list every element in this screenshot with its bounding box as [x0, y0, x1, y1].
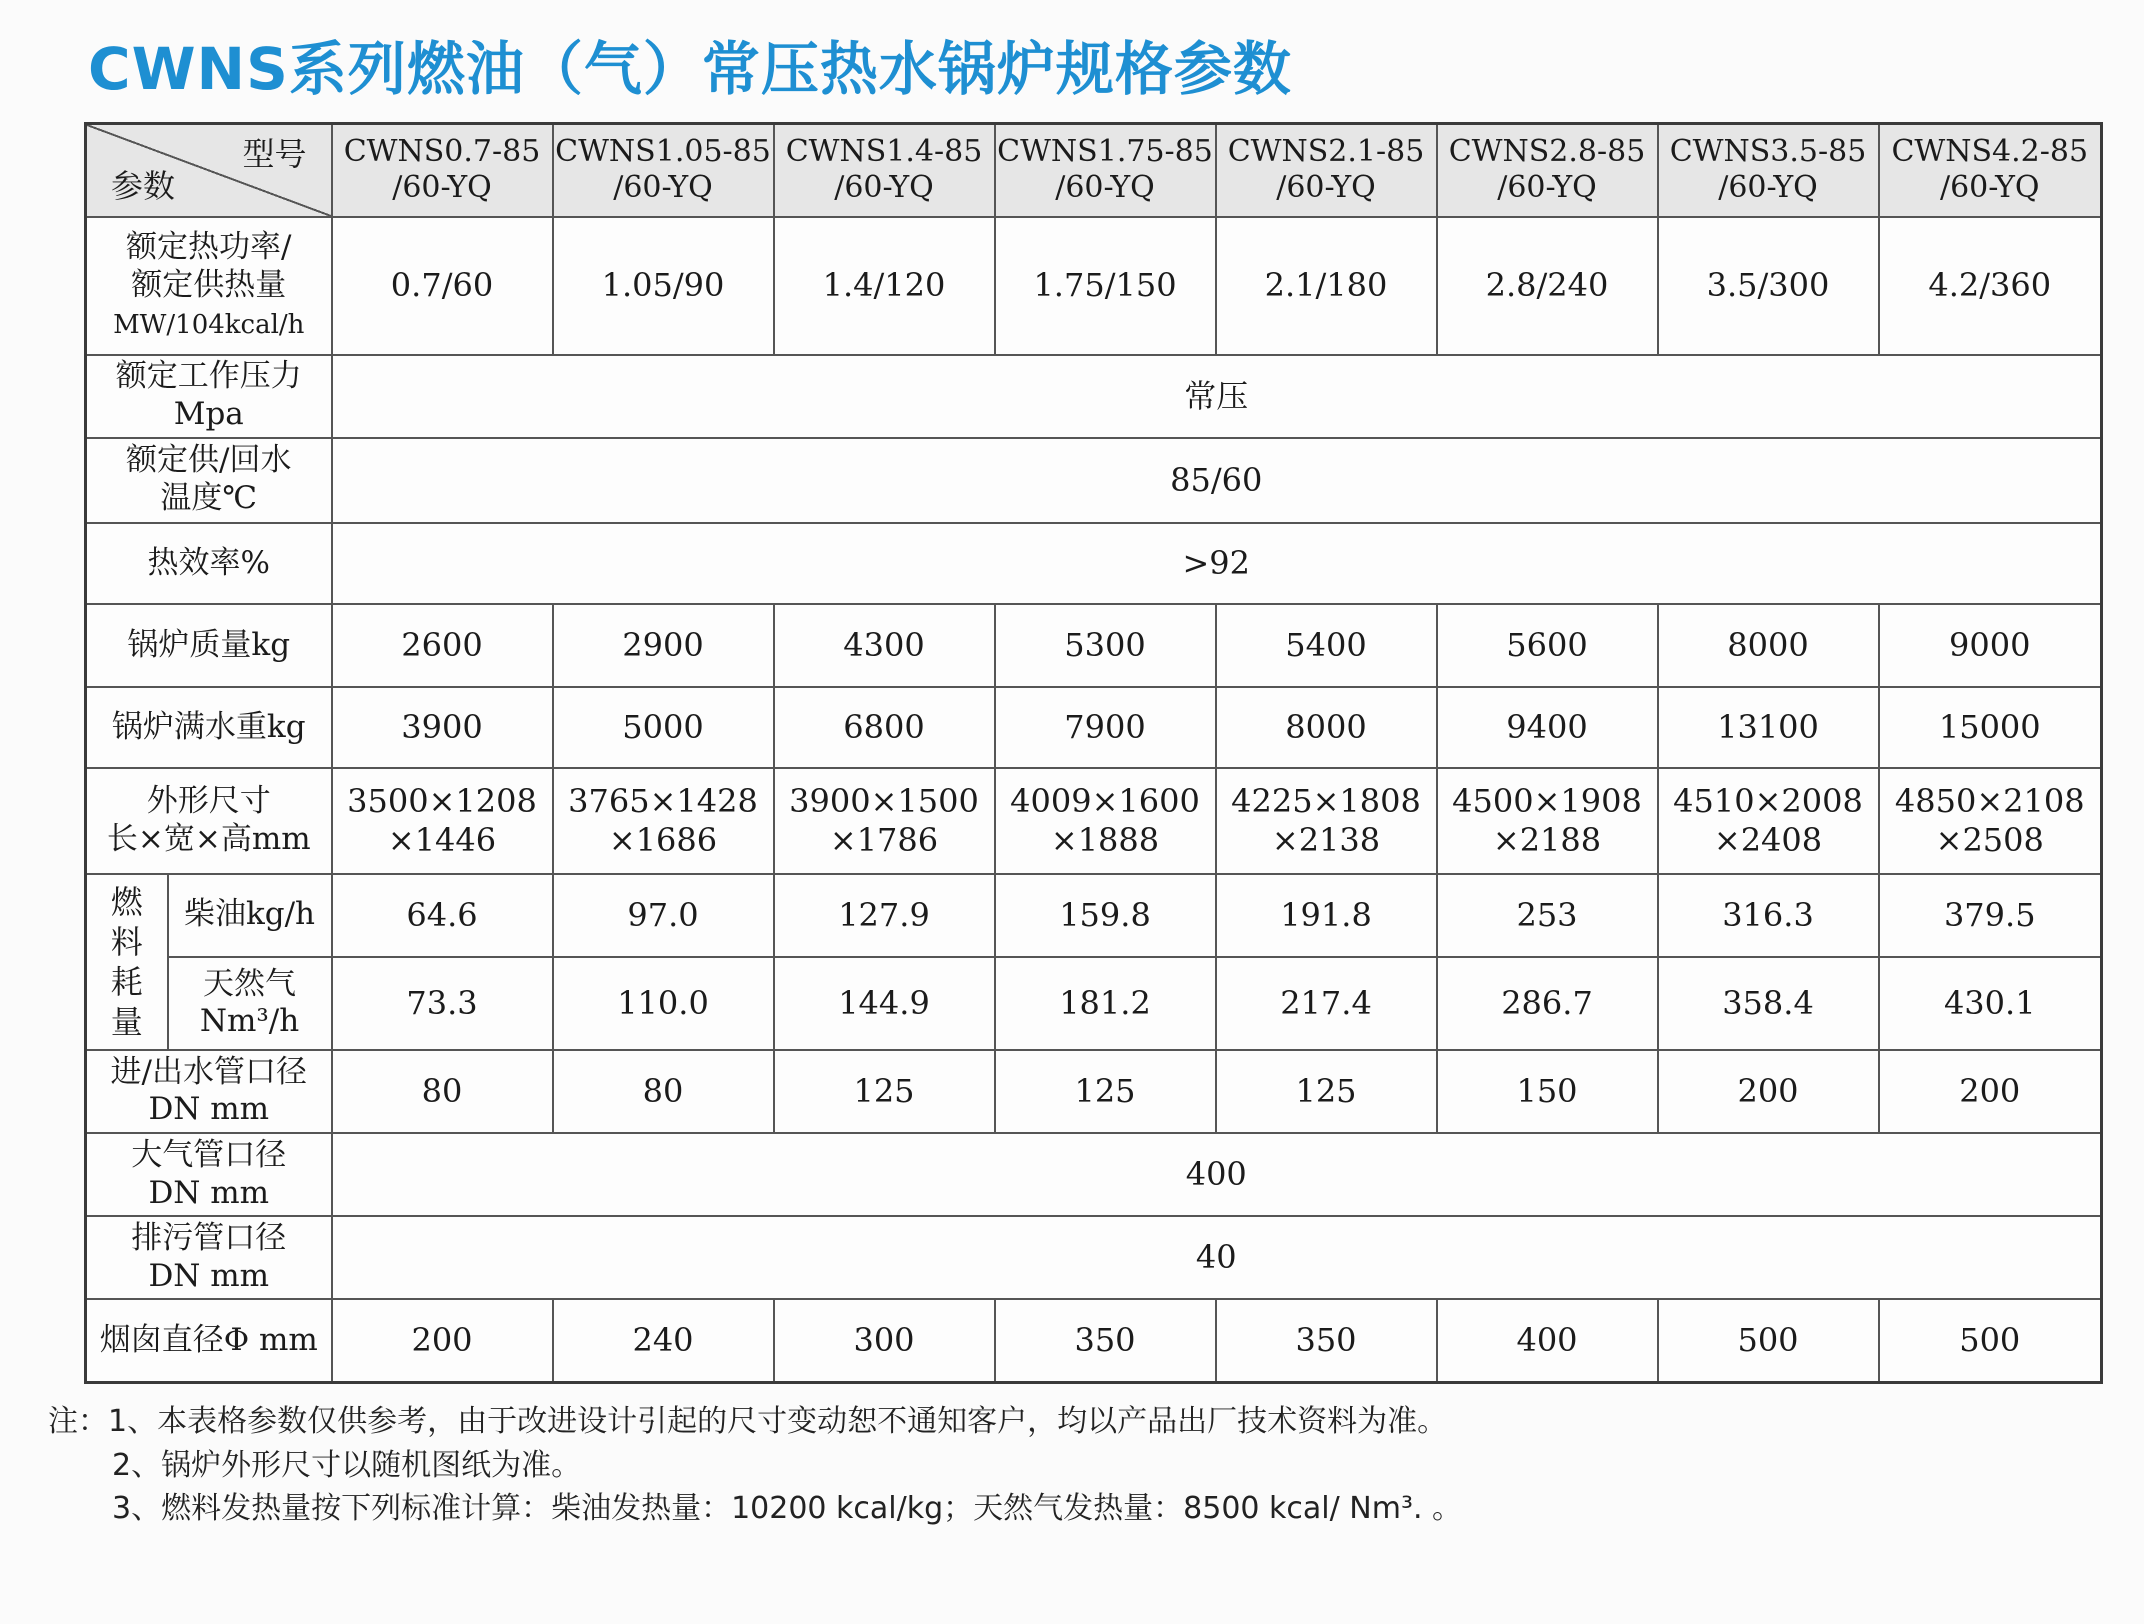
dimensions-value: 3500×1208 ×1446 — [332, 768, 553, 873]
diesel-value: 97.0 — [553, 874, 774, 957]
model-header: CWNS1.4-85 /60-YQ — [774, 124, 995, 217]
mass-value: 8000 — [1658, 604, 1879, 687]
atmos-row — [86, 1133, 2102, 1216]
pressure-row — [86, 355, 2102, 438]
note-2: 2、锅炉外形尺寸以随机图纸为准。 — [112, 1447, 582, 1483]
power-value: 4.2/360 — [1879, 217, 2102, 355]
gas-value: 217.4 — [1216, 957, 1437, 1050]
model-header: CWNS0.7-85 /60-YQ — [332, 124, 553, 217]
temperature-value: 85/60 — [332, 438, 2102, 523]
model-header: CWNS4.2-85 /60-YQ — [1879, 124, 2102, 217]
header-row — [86, 124, 2102, 217]
diesel-value: 159.8 — [995, 874, 1216, 957]
note-1: 注：1、本表格参数仅供参考，由于改进设计引起的尺寸变动恕不通知客户，均以产品出厂技术资料为准。 — [48, 1404, 1448, 1439]
full-weight-label: 锅炉满水重kg — [86, 687, 332, 768]
gas-row — [86, 957, 2102, 1050]
dimensions-value: 3765×1428 ×1686 — [553, 768, 774, 873]
footnotes — [48, 1400, 1462, 1531]
inlet-row — [86, 1050, 2102, 1133]
drain-row — [86, 1216, 2102, 1299]
mass-value: 5600 — [1437, 604, 1658, 687]
spec-table — [84, 122, 2103, 1384]
dimensions-value: 4225×1808 ×2138 — [1216, 768, 1437, 873]
full-weight-value: 8000 — [1216, 687, 1437, 768]
full-weight-row — [86, 687, 2102, 768]
chimney-value: 500 — [1658, 1299, 1879, 1382]
power-value: 2.8/240 — [1437, 217, 1658, 355]
mass-value: 9000 — [1879, 604, 2102, 687]
dimensions-value: 4850×2108 ×2508 — [1879, 768, 2102, 873]
inlet-value: 80 — [332, 1050, 553, 1133]
power-value: 3.5/300 — [1658, 217, 1879, 355]
power-label: 额定热功率/ 额定供热量 MW/104kcal/h — [86, 217, 332, 355]
inlet-value: 125 — [774, 1050, 995, 1133]
gas-value: 358.4 — [1658, 957, 1879, 1050]
inlet-label: 进/出水管口径 DN mm — [86, 1050, 332, 1133]
pressure-label: 额定工作压力 Mpa — [86, 355, 332, 438]
diesel-value: 191.8 — [1216, 874, 1437, 957]
power-value: 1.05/90 — [553, 217, 774, 355]
mass-value: 4300 — [774, 604, 995, 687]
diesel-value: 316.3 — [1658, 874, 1879, 957]
chimney-value: 500 — [1879, 1299, 2102, 1382]
inlet-value: 125 — [995, 1050, 1216, 1133]
atmos-value: 400 — [332, 1133, 2102, 1216]
power-row — [86, 217, 2102, 355]
inlet-value: 150 — [1437, 1050, 1658, 1133]
drain-value: 40 — [332, 1216, 2102, 1299]
power-value: 1.4/120 — [774, 217, 995, 355]
model-header: CWNS2.1-85 /60-YQ — [1216, 124, 1437, 217]
mass-row — [86, 604, 2102, 687]
gas-value: 73.3 — [332, 957, 553, 1050]
chimney-value: 300 — [774, 1299, 995, 1382]
model-header: CWNS3.5-85 /60-YQ — [1658, 124, 1879, 217]
power-value: 1.75/150 — [995, 217, 1216, 355]
dimensions-value: 3900×1500 ×1786 — [774, 768, 995, 873]
param-label: 参数 — [111, 166, 176, 205]
diesel-value: 253 — [1437, 874, 1658, 957]
dimensions-value: 4510×2008 ×2408 — [1658, 768, 1879, 873]
dimensions-row — [86, 768, 2102, 873]
diesel-label: 柴油kg/h — [168, 874, 332, 957]
efficiency-row — [86, 523, 2102, 604]
gas-label: 天然气 Nm³/h — [168, 957, 332, 1050]
chimney-value: 200 — [332, 1299, 553, 1382]
chimney-label: 烟囱直径Φ mm — [86, 1299, 332, 1382]
dimensions-value: 4009×1600 ×1888 — [995, 768, 1216, 873]
mass-value: 2600 — [332, 604, 553, 687]
drain-label: 排污管口径 DN mm — [86, 1216, 332, 1299]
pressure-value: 常压 — [332, 355, 2102, 438]
model-label: 型号 — [242, 135, 307, 173]
chimney-value: 400 — [1437, 1299, 1658, 1382]
chimney-row — [86, 1299, 2102, 1382]
full-weight-value: 6800 — [774, 687, 995, 768]
mass-value: 5300 — [995, 604, 1216, 687]
chimney-value: 350 — [995, 1299, 1216, 1382]
temperature-label: 额定供/回水 温度℃ — [86, 438, 332, 523]
mass-value: 2900 — [553, 604, 774, 687]
full-weight-value: 9400 — [1437, 687, 1658, 768]
mass-label: 锅炉质量kg — [86, 604, 332, 687]
model-header: CWNS1.75-85 /60-YQ — [995, 124, 1216, 217]
efficiency-label: 热效率% — [86, 523, 332, 604]
model-header: CWNS1.05-85 /60-YQ — [553, 124, 774, 217]
corner-header-cell — [86, 124, 332, 217]
full-weight-value: 7900 — [995, 687, 1216, 768]
gas-value: 430.1 — [1879, 957, 2102, 1050]
chimney-value: 350 — [1216, 1299, 1437, 1382]
fuel-consumption-label: 燃 料 耗 量 — [86, 874, 168, 1050]
dimensions-value: 4500×1908 ×2188 — [1437, 768, 1658, 873]
page-title: CWNS系列燃油（气）常压热水锅炉规格参数 — [88, 35, 1292, 103]
mass-value: 5400 — [1216, 604, 1437, 687]
note-3: 3、燃料发热量按下列标准计算：柴油发热量：10200 kcal/kg；天然气发热量：8500 kcal/ Nm³. 。 — [112, 1491, 1463, 1526]
temperature-row — [86, 438, 2102, 523]
full-weight-value: 5000 — [553, 687, 774, 768]
gas-value: 181.2 — [995, 957, 1216, 1050]
diesel-value: 127.9 — [774, 874, 995, 957]
inlet-value: 200 — [1658, 1050, 1879, 1133]
inlet-value: 125 — [1216, 1050, 1437, 1133]
chimney-value: 240 — [553, 1299, 774, 1382]
gas-value: 144.9 — [774, 957, 995, 1050]
diesel-row — [86, 874, 2102, 957]
power-value: 0.7/60 — [332, 217, 553, 355]
gas-value: 110.0 — [553, 957, 774, 1050]
diesel-value: 64.6 — [332, 874, 553, 957]
gas-value: 286.7 — [1437, 957, 1658, 1050]
inlet-value: 80 — [553, 1050, 774, 1133]
atmos-label: 大气管口径 DN mm — [86, 1133, 332, 1216]
full-weight-value: 3900 — [332, 687, 553, 768]
dimensions-label: 外形尺寸 长×宽×高mm — [86, 768, 332, 873]
model-header: CWNS2.8-85 /60-YQ — [1437, 124, 1658, 217]
full-weight-value: 15000 — [1879, 687, 2102, 768]
power-value: 2.1/180 — [1216, 217, 1437, 355]
inlet-value: 200 — [1879, 1050, 2102, 1133]
efficiency-value: >92 — [332, 523, 2102, 604]
full-weight-value: 13100 — [1658, 687, 1879, 768]
diesel-value: 379.5 — [1879, 874, 2102, 957]
